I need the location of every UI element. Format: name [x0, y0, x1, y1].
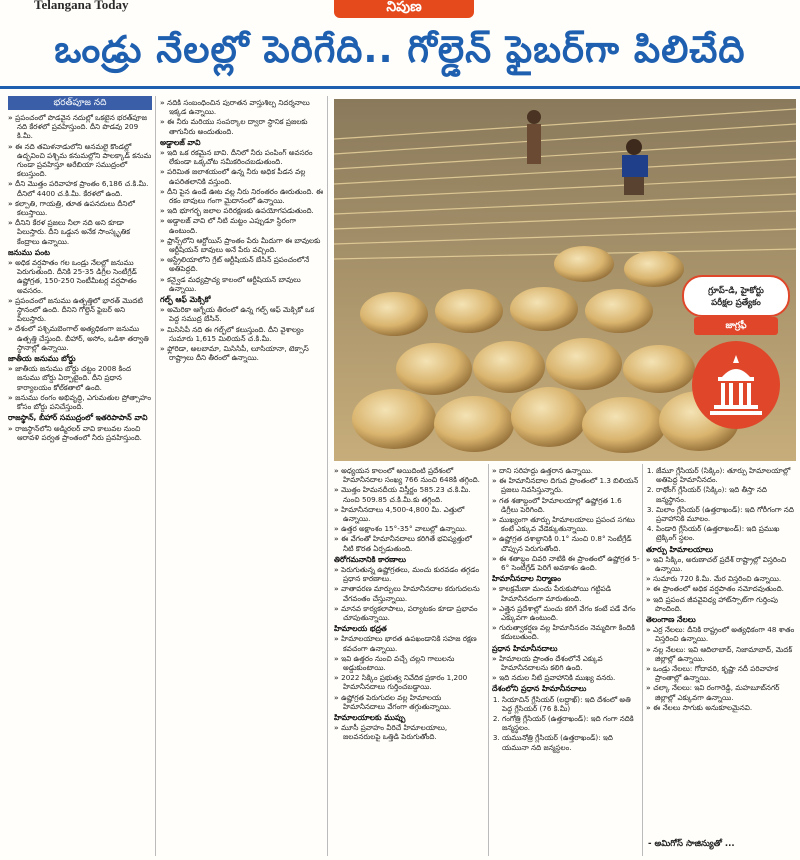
bullet-point: » ఉష్ణోగ్రత పెరుగుదల వల్ల హిమాలయ హిమానీనదాలు వేగంగా తగ్గుతున్నాయి. [334, 693, 484, 711]
bullet-point: » గురుత్వాకర్షణ వల్ల హిమానీనదం నెమ్మదిగా కిందికి కదులుతుంది. [492, 623, 640, 641]
bullet-point: » మానవ కార్యకలాపాలు, పర్యాటకం కూడా ప్రభావం చూపుతున్నాయి. [334, 604, 484, 622]
bullet-point: » గత శతాబ్దంలో హిమాలయాల్లో ఉష్ణోగ్రత 1.6 డిగ్రీలు పెరిగింది. [492, 496, 640, 514]
subheading: దేశంలోని ప్రధాన హిమానీనదాలు [492, 684, 587, 694]
subheading: తిరోగమనానికి కారణాలు [334, 554, 407, 564]
bullet-point: » అడ్డాలజ్ వావి లో నీటి మట్టం ఎప్పుడూ స్థిరంగా ఉంటుంది. [160, 216, 324, 234]
monument-icon [692, 341, 780, 429]
continued-marker: - అమిగోస్ సాజిన్యుతో ... [648, 839, 735, 849]
headline-rule [0, 86, 800, 89]
bullet-point: » ఒండ్రు నేలలు: గోదావరి, కృష్ణా నదీ పరివాహక ప్రాంతాల్లో ఉన్నాయి. [646, 664, 796, 682]
bullet-point: » ఈ వేగంతో హిమానీనదాలు కరిగితే భవిష్యత్తులో నీటి కొరత ఏర్పడుతుంది. [334, 534, 484, 552]
bullet-point: » ఈ ప్రాంతంలో అధిక వర్షపాతం నమోదవుతుంది. [646, 584, 796, 593]
column-divider [155, 96, 156, 856]
bullet-point: » రాజస్థాన్‌లోని అడ్మిరలర్ వావి కాలువల నుంచి ఆరావళి పర్వత ప్రాంతంలో నీరు ప్రవహిస్తుంది. [8, 424, 152, 442]
article-column-1 [8, 113, 152, 858]
badge-title [682, 275, 790, 317]
bullet-point: » జనుము రంగం అభివృద్ధి, ఎగుమతుల ప్రోత్సాహం కోసం బోర్డు పనిచేస్తుంది. [8, 393, 152, 411]
subheading: ప్రధాన హిమానీనదాలు [492, 643, 558, 653]
article-column-5 [646, 466, 796, 838]
bullet-point: » ఈ శతాబ్దం చివరి నాటికి ఈ ప్రాంతంలో ఉష్ణోగ్రత 5-6° సెంటీగ్రేడ్ పెరిగే అవకాశం ఉంది. [492, 554, 640, 572]
bullet-point: » ప్రపంచంలో జనుము ఉత్పత్తిలో భారత్ మొదటి స్థానంలో ఉంది. దీనిని గోల్డెన్ ఫైబర్ అని పిలుస్తారు. [8, 296, 152, 324]
bullet-point: » హిమాలయ ప్రాంతం దేశంలోనే ఎక్కువ హిమానీనదాలను కలిగి ఉంది. [492, 654, 640, 672]
bullet-point: » ప్రపంచంలో పొడవైన నదుల్లో ఒకటైన భరత్‌పూజ నది కేరళలో ప్రవహిస్తుంది. దీని పొడవు 209 కి.మీ. [8, 113, 152, 141]
bullet-point: » ఉష్ణోగ్రత దశాబ్దానికి 0.1° నుంచి 0.8° సెంటీగ్రేడ్ చొప్పున పెరుగుతోంది. [492, 534, 640, 552]
bullet-point: » కల్పాతి, గాయత్రి, తూత ఉపనదులు దీనిలో కలుస్తాయి. [8, 199, 152, 217]
paper-name: Telangana Today [34, 0, 129, 12]
bullet-point: » ఇది భూగర్భ జలాల పరిరక్షణకు ఉపయోగపడుతుంది. [160, 206, 324, 215]
bullet-point: » నల్ల నేలలు: ఇవి ఆదిలాబాద్, నిజామాబాద్, మెదక్ జిల్లాల్లో ఉన్నాయి. [646, 645, 796, 663]
column-divider [642, 464, 643, 856]
list-item: 2. రాథోంగ్ గ్లేసియర్ (సిక్కిం): ఇది తీస్తా నది జన్మస్థానం. [656, 485, 796, 503]
badge-title-line-1: గ్రూప్-డి, హైకోర్టు [708, 286, 764, 296]
bullet-point: » మూసీ ప్రవాహం వీరిచే హిమాలయాలు, జలవనరులపై ఒత్తిడి పెరుగుతోంది. [334, 723, 484, 741]
bullet-point: » ఉత్తర అక్షాంశం 15°-35° వాలుల్లో ఉన్నాయి. [334, 524, 484, 533]
section-label: నిపుణ [334, 0, 474, 18]
article-column-3 [334, 466, 484, 858]
glacier-list [646, 466, 796, 543]
bullet-point: » ఎర్ర నేలలు: దీనికి రాష్ట్రంలో అత్యధికంగా 48 శాతం విస్తరించి ఉన్నాయి. [646, 625, 796, 643]
subheading: తూర్పు హిమాలయాలు [646, 544, 714, 554]
bullet-point: » కన్వైడ మధ్యప్రాచ్య కాలంలో ఆర్టీషియన్ బావులు ఉన్నాయి. [160, 275, 324, 293]
bullet-point: » దేశంలో పశ్చిమబెంగాల్ అత్యధికంగా జనుము ఉత్పత్తి చేస్తుంది. బీహార్, అసోం, ఒడిశా తర్వాతి స్థానాల్లో ఉన్నాయి. [8, 324, 152, 352]
bullet-point: » మిసిసిపీ నది ఈ గల్ఫ్‌లో కలుస్తుంది. దీని వైశాల్యం సుమారు 1,615 మిలియన్ చ.కి.మీ. [160, 325, 324, 343]
bullet-point: » దీనిని కేరళ ప్రజలు నీలా నది అని కూడా పిలుస్తారు. దీని ఒడ్డున అనేక సాంస్కృతిక కేంద్రాలు ఉన్నాయి. [8, 218, 152, 246]
bullet-point: » ఈ నీరు మరియు సంపర్కాల ద్వారా స్థానిక ప్రజలకు తాగునీరు అందుతుంది. [160, 117, 324, 135]
subheading: రాజస్థాన్, బీహార్ సముద్రంలో ఇతరిపాపాన్ వావి [8, 413, 148, 423]
list-item: 1. జేమూ గ్లేసియర్ (సిక్కిం): తూర్పు హిమాలయాల్లో అతిపెద్ద హిమానీనదం. [656, 466, 796, 484]
bullet-point: » నదికి సంబంధించిన పురాతన వాస్తుశిల్ప నిదర్శనాలు ఇక్కడ ఉన్నాయి. [160, 98, 324, 116]
bullet-point: » ఇవి సిక్కిం, అరుణాచల్ ప్రదేశ్ రాష్ట్రాల్లో విస్తరించి ఉన్నాయి. [646, 555, 796, 573]
bullet-point: » వాతావరణ మార్పులు హిమానీనదాల కరుగుదలను వేగవంతం చేస్తున్నాయి. [334, 584, 484, 602]
list-item: 3. యమునోత్రి గ్లేసియర్ (ఉత్తరాఖండ్): ఇది యమునా నది జన్మస్థలం. [502, 733, 640, 751]
list-item: 4. పిండారి గ్లేసియర్ (ఉత్తరాఖండ్): ఇది ప్రముఖ ట్రెక్కింగ్ స్థలం. [656, 524, 796, 542]
bullet-point: » అమెరికా ఆగ్నేయ తీరంలో ఉన్న గల్ఫ్ ఆఫ్ మెక్సికో ఒక పెద్ద సముద్ర బేసిన్. [160, 305, 324, 323]
bullet-point: » ఈ హిమానీనదాల దిగువ ప్రాంతంలో 1.3 బిలియన్ ప్రజలు నివసిస్తున్నారు. [492, 476, 640, 494]
bullet-point: » పరిమిత జలాశయంలో ఉన్న నీరు అధిక పీడన వల్ల ఉపరితలానికి వస్తుంది. [160, 167, 324, 185]
subheading: హిమానీనదాల నిర్మాణం [492, 574, 561, 584]
bullet-point: » ఫ్లోరిడా, అలబామా, మిసిసిపీ, లూసియానా, టెక్సాస్ రాష్ట్రాలు దీని తీరంలో ఉన్నాయి. [160, 344, 324, 362]
column-divider [327, 96, 328, 856]
bullet-point: » అధిక వర్షపాతం గల ఒండ్రు నేలల్లో జనుము పెరుగుతుంది. దీనికి 25-35 డిగ్రీల సెంటీగ్రేడ్ ఉష్ణోగ్రత, 150-250 సెంటీమీటర్ల వర్షపాతం అవసరం. [8, 258, 152, 295]
subheading: హిమాలయ భద్రత [334, 624, 387, 634]
bullet-point: » 2022 సిక్కిం ప్రభుత్వ నివేదిక ప్రకారం 1,200 హిమానీనదాలు గుర్తించబడ్డాయి. [334, 673, 484, 691]
glacier-list [492, 695, 640, 752]
list-item: 1. సియాచిన్ గ్లేసియర్ (లద్దాఖ్): ఇది దేశంలో అతి పెద్ద గ్లేసియర్ (76 కి.మీ) [502, 695, 640, 713]
bullet-point: » ఆస్ట్రేలియాలోని గ్రేట్ ఆర్టీషియన్ బేసిన్ ప్రపంచంలోనే అతిపెద్దది. [160, 255, 324, 273]
headline: ఒండ్రు నేలల్లో పెరిగేది.. గోల్డెన్ ఫైబర్‌గా పిలిచేది [54, 28, 746, 71]
bullet-point: » ఫ్రాన్స్‌లోని ఆర్టోయిస్ ప్రాంతం పేరు మీదుగా ఈ బావులకు ఆర్టీషియన్ బావులు అనే పేరు వచ్చింది. [160, 236, 324, 254]
worker-figure-1 [527, 110, 541, 164]
bullet-point: » అధ్యయన కాలంలో అయిదింటి ప్రదేశంలో హిమానీనదాల సంఖ్య 766 నుంచి 648కి తగ్గింది. [334, 466, 484, 484]
article-column-2 [160, 98, 324, 858]
bullet-point: » ఇవి ఉత్తరం నుంచి వచ్చే చల్లని గాలులను అడ్డుకుంటాయి. [334, 654, 484, 672]
bullet-point: » సుమారు 720 కి.మీ. మేర విస్తరించి ఉన్నాయి. [646, 574, 796, 583]
bullet-point: » జాతీయ జనుము బోర్డు చట్టం 2008 కింద జనుము బోర్డు ఏర్పాటైంది. దీని ప్రధాన కార్యాలయం కోల్‌కతాలో ఉంది. [8, 364, 152, 392]
bullet-point: » కాలక్రమేణా మంచు పేరుకుపోయి గట్టిపడి హిమానీనదంగా మారుతుంది. [492, 584, 640, 602]
bullet-point: » మొత్తం హిమనదీయ విస్తీర్ణం 585.23 చ.కి.మీ. నుంచి 509.85 చ.కి.మీ.కు తగ్గింది. [334, 485, 484, 503]
bullet-point: » ఈ నది తమిళనాడులోని అనమలై కొండల్లో ఉద్భవించి పశ్చిమ కనుమల్లోని పాలక్కాడ్ కనుమ గుండా ప్రవహిస్తూ అరేబియా సముద్రంలో కలుస్తుంది. [8, 142, 152, 179]
byline: భరత్‌పూజ నది [8, 96, 152, 110]
exam-special-badge [682, 275, 790, 440]
bullet-point: » ఎత్తైన ప్రదేశాల్లో మంచు కరిగే వేగం కంటే పడే వేగం ఎక్కువగా ఉంటుంది. [492, 604, 640, 622]
bullet-point: » పెరుగుతున్న ఉష్ణోగ్రతలు, మంచు కురవడం తగ్గడం ప్రధాన కారణాలు. [334, 565, 484, 583]
subheading: హిమాలయాలకు ముప్పు [334, 713, 406, 723]
subheading: జాతీయ జనుము బోర్డు [8, 354, 76, 364]
bullet-point: » హిమానీనదాలు 4,500-4,800 మీ. ఎత్తులో ఉన్నాయి. [334, 505, 484, 523]
list-item: 2. గంగోత్రి గ్లేసియర్ (ఉత్తరాఖండ్): ఇది గంగా నదికి జన్మస్థలం. [502, 714, 640, 732]
bullet-point: » దీని పైన ఉండే ఊట వల్ల నీరు నిరంతరం ఊరుతుంది. ఈ రకం బావులు గంగా మైదానంలో ఉన్నాయి. [160, 187, 324, 205]
badge-subject: జాగ్రఫీ [694, 317, 778, 335]
bullet-point: » ఇది ఒక రకమైన బావి. దీనిలో నీరు పంపింగ్ అవసరం లేకుండా ఒక్కచోట సమీకరించబడుతుంది. [160, 148, 324, 166]
subheading: గల్ఫ్ ఆఫ్ మెక్సికో [160, 295, 211, 305]
subheading: అడ్డాలజ్ వావి [160, 137, 201, 147]
bullet-point: » ఈ నేలలు సాగుకు అనుకూలమైనవి. [646, 703, 796, 712]
bullet-point: » హిమాలయాలు భారత ఉపఖండానికి సహజ రక్షణ కవచంగా ఉన్నాయి. [334, 634, 484, 652]
bullet-point: » ముఖ్యంగా తూర్పు హిమాలయాలు ప్రపంచ సగటు కంటే ఎక్కువ వేడెక్కుతున్నాయి. [492, 515, 640, 533]
badge-title-line-2: పరీక్షల ప్రత్యేకం [711, 298, 761, 308]
column-divider [488, 464, 489, 856]
article-column-4 [492, 466, 640, 858]
subheading: తెలంగాణ నేలలు [646, 615, 696, 625]
bullet-point: » దాని సరిహద్దు ఉత్తరాన ఉన్నాయి. [492, 466, 640, 475]
list-item: 3. మిలాం గ్లేసియర్ (ఉత్తరాఖండ్): ఇది గోరీగంగా నది ప్రవాహానికి మూలం. [656, 505, 796, 523]
bullet-point: » చల్కా నేలలు: ఇవి రంగారెడ్డి, మహబూబ్‌నగర్ జిల్లాల్లో ఎక్కువగా ఉన్నాయి. [646, 683, 796, 701]
masthead [0, 0, 800, 14]
bullet-point: » దీని మొత్తం పరివాహక ప్రాంతం 6,186 చ.కి.మీ. దీనిలో 4400 చ.కి.మీ. కేరళలో ఉంది. [8, 179, 152, 197]
bullet-point: » ఇది ప్రపంచ జీవవైవిధ్య హాట్‌స్పాట్‌గా గుర్తింపు పొందింది. [646, 595, 796, 613]
bullet-point: » ఇది నదుల నీటి ప్రవాహానికి ముఖ్య వనరు. [492, 673, 640, 682]
subheading: జనుము పంట [8, 247, 50, 257]
